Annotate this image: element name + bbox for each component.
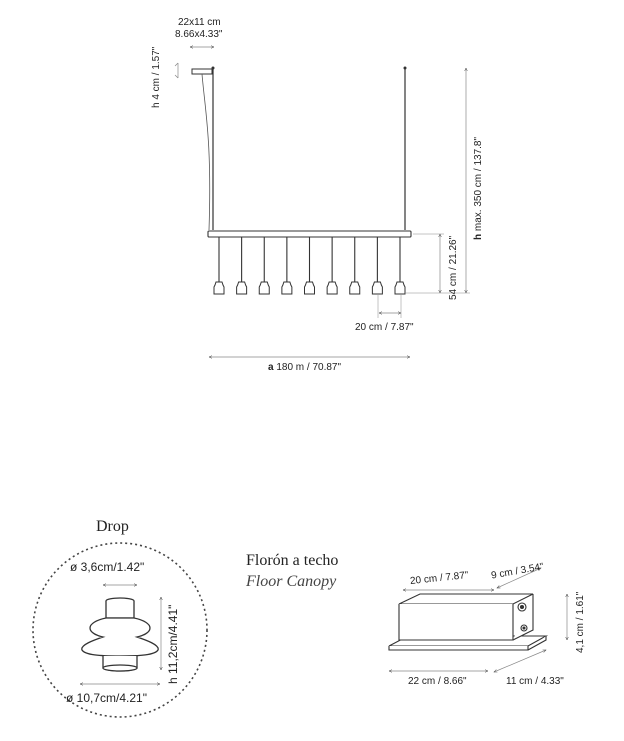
canopy-size-inches-label: 8.66x4.33" bbox=[175, 29, 223, 40]
canopy-height-label: h 4 cm / 1.57" bbox=[151, 46, 162, 108]
drop-bottom-diameter-label: ø 10,7cm/4.21" bbox=[66, 691, 147, 705]
drop-title: Drop bbox=[96, 518, 129, 535]
canopy-size-label: 22x11 cm bbox=[178, 17, 221, 28]
canopy-top-length-label: 20 cm / 7.87" bbox=[409, 569, 469, 588]
ceiling-canopy bbox=[175, 47, 214, 78]
width-label: a 180 m / 70.87" bbox=[268, 362, 342, 373]
pendant bbox=[350, 237, 360, 294]
pendant bbox=[305, 237, 315, 294]
pendant-group bbox=[214, 237, 405, 294]
light-bar bbox=[208, 231, 411, 237]
canopy-title: Florón a techo bbox=[246, 552, 339, 569]
suspension-cables bbox=[202, 67, 407, 231]
canopy-bottom-depth-label: 11 cm / 4.33" bbox=[506, 676, 564, 687]
canopy-top-depth-label: 9 cm / 3.54" bbox=[490, 561, 545, 582]
canopy-bottom-length-label: 22 cm / 8.66" bbox=[408, 676, 467, 687]
pendant bbox=[395, 237, 405, 294]
pendant bbox=[372, 237, 382, 294]
spacing-label: 20 cm / 7.87" bbox=[355, 322, 414, 333]
drop-shade-drawing bbox=[82, 598, 158, 671]
canopy-height-label: 4,1 cm / 1.61" bbox=[575, 591, 586, 653]
floor-canopy-drawing bbox=[389, 594, 546, 650]
canopy-subtitle: Floor Canopy bbox=[246, 573, 337, 590]
drop-height-label: 54 cm / 21.26" bbox=[448, 235, 459, 300]
pendant bbox=[237, 237, 247, 294]
height-max-label: h max. 350 cm / 137.8" bbox=[473, 136, 484, 240]
pendant bbox=[259, 237, 269, 294]
drop-top-diameter-label: ø 3,6cm/1.42" bbox=[70, 560, 145, 574]
drop-height-label: h 11,2cm/4.41" bbox=[166, 604, 180, 684]
pendant bbox=[327, 237, 337, 294]
pendant bbox=[282, 237, 292, 294]
pendant bbox=[214, 237, 224, 294]
